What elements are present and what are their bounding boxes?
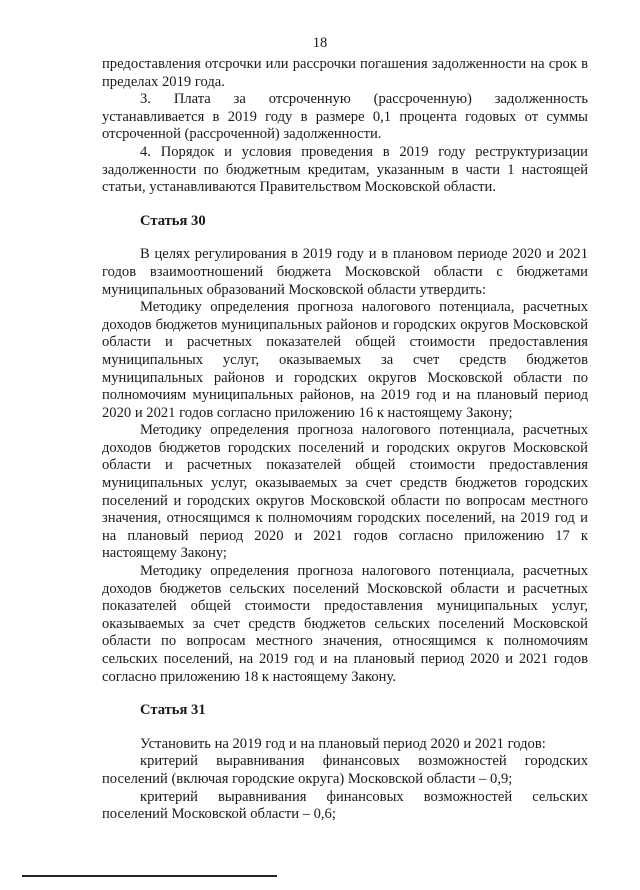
page-number: 18 bbox=[312, 35, 328, 51]
paragraph: Установить на 2019 год и на плановый период 2020 и 2021 годов: bbox=[140, 735, 546, 752]
article-31-heading: Статья 31 bbox=[140, 702, 206, 719]
paragraph: 3. Плата за отсроченную (рассроченную) задолженность устанавливается в 2019 году в размере 0,1 процента годовых от суммы отсроченной (рассроченной) задолженности. bbox=[102, 91, 588, 143]
article-30-heading: Статья 30 bbox=[140, 212, 206, 229]
paragraph: Методику определения прогноза налогового потенциала, расчетных доходов бюджетов сельских поселений Московской области и расчетных показателей общей стоимости предоставления муниципальных услуг, оказываемых за счет средств бюджетов сельских поселений Московской области по вопросам местного значения, относящимся к полномочиям сельских поселений, на 2019 год и на плановый период 2020 и 2021 годов согласно приложению 18 к настоящему Закону. bbox=[102, 563, 588, 685]
paragraph: критерий выравнивания финансовых возможностей сельских поселений Московской области – 0,6; bbox=[102, 788, 588, 823]
paragraph: Методику определения прогноза налогового потенциала, расчетных доходов бюджетов муниципальных районов и городских округов Московской области и расчетных показателей общей стоимости предоставления муниципальных услуг, оказываемых за счет средств бюджетов муниципальных районов и городских округов Московской области по полномочиям муниципальных районов, на 2019 год и на плановый период 2020 и 2021 годов согласно приложению 16 к настоящему Закону; bbox=[102, 299, 588, 421]
paragraph: критерий выравнивания финансовых возможностей городских поселений (включая городские округа) Московской области – 0,9; bbox=[102, 753, 588, 787]
paragraph: Методику определения прогноза налогового потенциала, расчетных доходов бюджетов городских поселений и городских округов Московской области и расчетных показателей общей стоимости предоставления муниципальных услуг, оказываемых за счет средств бюджетов городских поселений и городских округов Московской области по вопросам местного значения, относящимся к полномочиям городских поселений, на 2019 год и на плановый период 2020 и 2021 годов согласно приложению 17 к настоящему Закону; bbox=[102, 422, 588, 562]
paragraph: В целях регулирования в 2019 году и в плановом периоде 2020 и 2021 годов взаимоотношений бюджета Московской области с бюджетами муниципальных образований Московской области утвердить: bbox=[102, 246, 588, 298]
paragraph: предоставления отсрочки или рассрочки погашения задолженности на срок в пределах 2019 года. bbox=[102, 56, 588, 90]
footer-rule bbox=[22, 875, 277, 877]
paragraph: 4. Порядок и условия проведения в 2019 году реструктуризации задолженности по бюджетным кредитам, указанным в части 1 настоящей статьи, устанавливаются Правительством Московской области. bbox=[102, 143, 588, 196]
document-body bbox=[102, 56, 588, 824]
